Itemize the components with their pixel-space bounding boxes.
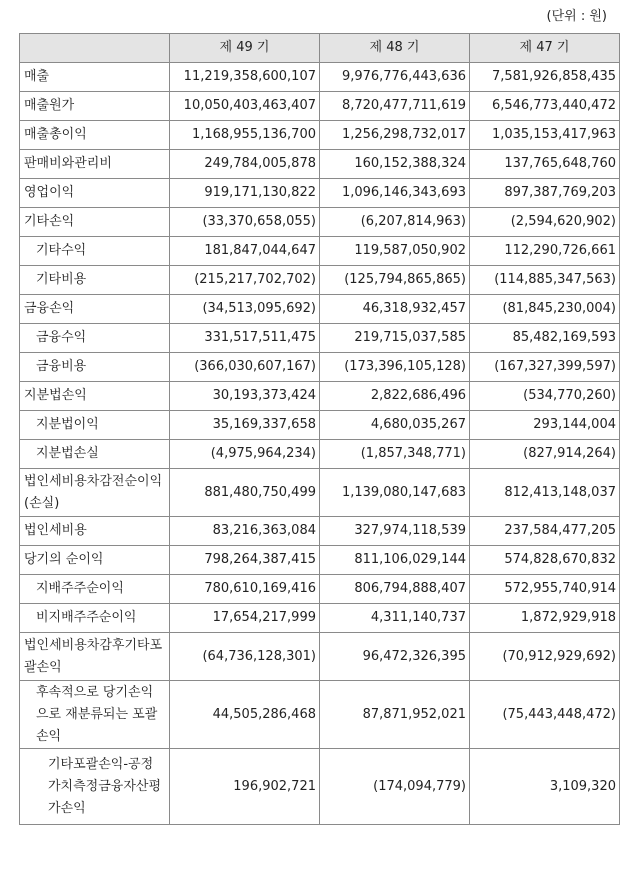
- row-label: 지배주주순이익: [20, 575, 170, 604]
- row-value: 1,168,955,136,700: [170, 121, 320, 150]
- row-value: 1,256,298,732,017: [320, 121, 470, 150]
- row-value: 83,216,363,084: [170, 517, 320, 546]
- row-label: 매출: [20, 63, 170, 92]
- row-value: 780,610,169,416: [170, 575, 320, 604]
- row-label: 기타손익: [20, 208, 170, 237]
- row-value: 4,311,140,737: [320, 604, 470, 633]
- row-label: 매출원가: [20, 92, 170, 121]
- row-label: 비지배주주순이익: [20, 604, 170, 633]
- table-row: [20, 546, 620, 575]
- row-value: 46,318,932,457: [320, 295, 470, 324]
- row-label: 당기의 순이익: [20, 546, 170, 575]
- row-label: 금융손익: [20, 295, 170, 324]
- row-value: (167,327,399,597): [470, 353, 620, 382]
- table-row: [20, 121, 620, 150]
- row-label: 매출총이익: [20, 121, 170, 150]
- row-value: (174,094,779): [320, 749, 470, 825]
- row-label: 영업이익: [20, 179, 170, 208]
- row-value: 919,171,130,822: [170, 179, 320, 208]
- table-row: [20, 237, 620, 266]
- row-value: 811,106,029,144: [320, 546, 470, 575]
- row-value: 1,139,080,147,683: [320, 469, 470, 517]
- table-row: [20, 681, 620, 749]
- row-value: 1,035,153,417,963: [470, 121, 620, 150]
- row-value: 572,955,740,914: [470, 575, 620, 604]
- table-header-row: [20, 34, 620, 63]
- row-label: 기타수익: [20, 237, 170, 266]
- row-label: 금융수익: [20, 324, 170, 353]
- header-corner: [20, 34, 170, 63]
- table-row: [20, 469, 620, 517]
- row-value: (81,845,230,004): [470, 295, 620, 324]
- row-value: 11,219,358,600,107: [170, 63, 320, 92]
- row-value: 237,584,477,205: [470, 517, 620, 546]
- row-value: 44,505,286,468: [170, 681, 320, 749]
- table-row: [20, 517, 620, 546]
- row-value: 35,169,337,658: [170, 411, 320, 440]
- row-value: (366,030,607,167): [170, 353, 320, 382]
- row-value: 7,581,926,858,435: [470, 63, 620, 92]
- row-value: (75,443,448,472): [470, 681, 620, 749]
- row-value: 249,784,005,878: [170, 150, 320, 179]
- row-value: (70,912,929,692): [470, 633, 620, 681]
- row-value: 96,472,326,395: [320, 633, 470, 681]
- row-value: (33,370,658,055): [170, 208, 320, 237]
- row-label: 법인세비용차감후기타포괄손익: [20, 633, 170, 681]
- row-value: 4,680,035,267: [320, 411, 470, 440]
- row-label: 지분법손익: [20, 382, 170, 411]
- header-period-47: 제 47 기: [470, 34, 620, 63]
- row-value: 137,765,648,760: [470, 150, 620, 179]
- row-value: 181,847,044,647: [170, 237, 320, 266]
- row-label: 지분법이익: [20, 411, 170, 440]
- unit-label: (단위 : 원): [546, 9, 607, 24]
- row-value: (2,594,620,902): [470, 208, 620, 237]
- row-value: (114,885,347,563): [470, 266, 620, 295]
- row-value: 331,517,511,475: [170, 324, 320, 353]
- row-label: 법인세비용차감전순이익(손실): [20, 469, 170, 517]
- table-row: [20, 604, 620, 633]
- table-row: [20, 749, 620, 825]
- table-row: [20, 353, 620, 382]
- row-value: (125,794,865,865): [320, 266, 470, 295]
- income-statement-table: [19, 33, 620, 825]
- row-value: 293,144,004: [470, 411, 620, 440]
- row-value: 10,050,403,463,407: [170, 92, 320, 121]
- table-row: [20, 208, 620, 237]
- row-value: 327,974,118,539: [320, 517, 470, 546]
- row-value: 798,264,387,415: [170, 546, 320, 575]
- row-value: 812,413,148,037: [470, 469, 620, 517]
- row-label: 금융비용: [20, 353, 170, 382]
- row-value: 160,152,388,324: [320, 150, 470, 179]
- row-value: 8,720,477,711,619: [320, 92, 470, 121]
- row-value: 881,480,750,499: [170, 469, 320, 517]
- row-value: 897,387,769,203: [470, 179, 620, 208]
- row-value: (4,975,964,234): [170, 440, 320, 469]
- row-value: 3,109,320: [470, 749, 620, 825]
- row-value: 574,828,670,832: [470, 546, 620, 575]
- table-row: [20, 266, 620, 295]
- table-row: [20, 633, 620, 681]
- row-value: 6,546,773,440,472: [470, 92, 620, 121]
- row-value: 1,096,146,343,693: [320, 179, 470, 208]
- row-label: 법인세비용: [20, 517, 170, 546]
- row-value: 219,715,037,585: [320, 324, 470, 353]
- table-row: [20, 63, 620, 92]
- row-value: 119,587,050,902: [320, 237, 470, 266]
- row-label: 판매비와관리비: [20, 150, 170, 179]
- row-label: 후속적으로 당기손익으로 재분류되는 포괄손익: [20, 681, 170, 749]
- row-value: (215,217,702,702): [170, 266, 320, 295]
- row-value: (34,513,095,692): [170, 295, 320, 324]
- row-value: (173,396,105,128): [320, 353, 470, 382]
- table-row: [20, 179, 620, 208]
- row-value: 806,794,888,407: [320, 575, 470, 604]
- row-value: (1,857,348,771): [320, 440, 470, 469]
- table-row: [20, 440, 620, 469]
- row-value: 112,290,726,661: [470, 237, 620, 266]
- row-value: 196,902,721: [170, 749, 320, 825]
- row-value: (64,736,128,301): [170, 633, 320, 681]
- row-value: 85,482,169,593: [470, 324, 620, 353]
- row-value: (6,207,814,963): [320, 208, 470, 237]
- row-value: 87,871,952,021: [320, 681, 470, 749]
- row-value: 30,193,373,424: [170, 382, 320, 411]
- table-row: [20, 92, 620, 121]
- row-value: 1,872,929,918: [470, 604, 620, 633]
- table-row: [20, 575, 620, 604]
- table-row: [20, 324, 620, 353]
- row-label: 기타포괄손익-공정가치측정금융자산평가손익: [20, 749, 170, 825]
- row-label: 기타비용: [20, 266, 170, 295]
- row-value: (827,914,264): [470, 440, 620, 469]
- table-row: [20, 150, 620, 179]
- row-value: 9,976,776,443,636: [320, 63, 470, 92]
- row-value: 17,654,217,999: [170, 604, 320, 633]
- table-row: [20, 382, 620, 411]
- row-value: 2,822,686,496: [320, 382, 470, 411]
- table-row: [20, 295, 620, 324]
- header-period-49: 제 49 기: [170, 34, 320, 63]
- header-period-48: 제 48 기: [320, 34, 470, 63]
- row-label: 지분법손실: [20, 440, 170, 469]
- row-value: (534,770,260): [470, 382, 620, 411]
- table-row: [20, 411, 620, 440]
